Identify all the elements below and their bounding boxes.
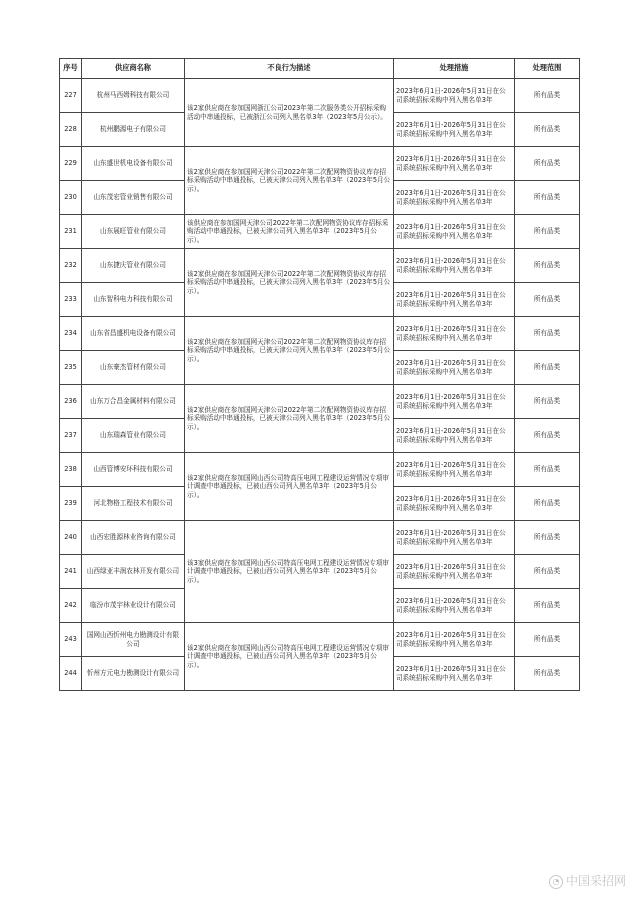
handling-scope: 所有品类 [515,589,580,623]
handling-scope: 所有品类 [515,113,580,147]
misconduct-description: 该2家供应商在参加国网天津公司2022年第二次配网物资协议库存招标采购活动中串通投标，已被天津公司列入黑名单3年（2023年5月公示）。 [185,147,394,215]
wechat-icon: ◔ [549,875,563,889]
misconduct-description: 该2家供应商在参加国网浙江公司2023年第二次服务类公开招标采购活动中串通投标，已被浙江公司列入黑名单3年（2023年5月公示）。 [185,79,394,147]
row-number: 231 [60,215,82,249]
row-number: 242 [60,589,82,623]
table-row [60,623,580,657]
supplier-name: 山东豪杰管材有限公司 [82,351,185,385]
row-number: 244 [60,657,82,691]
supplier-name: 国网山西忻州电力勘测设计有限公司 [82,623,185,657]
supplier-name: 忻州方元电力勘测设计有限公司 [82,657,185,691]
table-row [60,215,580,249]
handling-scope: 所有品类 [515,385,580,419]
header-misconduct-description: 不良行为描述 [185,59,394,79]
misconduct-description: 该供应商在参加国网天津公司2022年第二次配网物资协议库存招标采购活动中串通投标，已被天津公司列入黑名单3年（2023年5月公示）。 [185,215,394,249]
handling-measure: 2023年6月1日-2026年5月31日在公司系统招标采购中列入黑名单3年 [394,351,515,385]
handling-scope: 所有品类 [515,521,580,555]
handling-measure: 2023年6月1日-2026年5月31日在公司系统招标采购中列入黑名单3年 [394,589,515,623]
row-number: 241 [60,555,82,589]
header-no: 序号 [60,59,82,79]
handling-scope: 所有品类 [515,215,580,249]
supplier-name: 山东万合昌金属材料有限公司 [82,385,185,419]
table-row [60,453,580,487]
supplier-name: 山东智科电力科技有限公司 [82,283,185,317]
handling-measure: 2023年6月1日-2026年5月31日在公司系统招标采购中列入黑名单3年 [394,555,515,589]
handling-measure: 2023年6月1日-2026年5月31日在公司系统招标采购中列入黑名单3年 [394,623,515,657]
header-handling-measure: 处理措施 [394,59,515,79]
row-number: 236 [60,385,82,419]
row-number: 232 [60,249,82,283]
misconduct-description: 该2家供应商在参加国网天津公司2022年第二次配网物资协议库存招标采购活动中串通投标，已被天津公司列入黑名单3年（2023年5月公示）。 [185,317,394,385]
handling-scope: 所有品类 [515,657,580,691]
handling-scope: 所有品类 [515,623,580,657]
supplier-name: 杭州鹏源电子有限公司 [82,113,185,147]
row-number: 228 [60,113,82,147]
handling-scope: 所有品类 [515,147,580,181]
row-number: 235 [60,351,82,385]
table-row [60,147,580,181]
handling-scope: 所有品类 [515,79,580,113]
handling-measure: 2023年6月1日-2026年5月31日在公司系统招标采购中列入黑名单3年 [394,181,515,215]
supplier-name: 山东展旺管业有限公司 [82,215,185,249]
supplier-name: 杭州马西姆科技有限公司 [82,79,185,113]
handling-measure: 2023年6月1日-2026年5月31日在公司系统招标采购中列入黑名单3年 [394,147,515,181]
watermark-text: 中国采招网 [565,874,626,888]
watermark [549,872,626,889]
handling-scope: 所有品类 [515,419,580,453]
table-row [60,249,580,283]
handling-measure: 2023年6月1日-2026年5月31日在公司系统招标采购中列入黑名单3年 [394,317,515,351]
row-number: 238 [60,453,82,487]
supplier-blacklist-table [59,58,580,691]
handling-scope: 所有品类 [515,283,580,317]
supplier-name: 山东茂宏管业销售有限公司 [82,181,185,215]
supplier-name: 河北物格工程技术有限公司 [82,487,185,521]
row-number: 243 [60,623,82,657]
table-row [60,317,580,351]
handling-measure: 2023年6月1日-2026年5月31日在公司系统招标采购中列入黑名单3年 [394,657,515,691]
handling-scope: 所有品类 [515,351,580,385]
row-number: 240 [60,521,82,555]
header-handling-scope: 处理范围 [515,59,580,79]
handling-scope: 所有品类 [515,453,580,487]
misconduct-description: 该2家供应商在参加国网天津公司2022年第二次配网物资协议库存招标采购活动中串通投标，已被天津公司列入黑名单3年（2023年5月公示）。 [185,249,394,317]
handling-measure: 2023年6月1日-2026年5月31日在公司系统招标采购中列入黑名单3年 [394,283,515,317]
misconduct-description: 该2家供应商在参加国网山西公司特高压电网工程建设运营情况专项审计调查中串通投标，已被山西公司列入黑名单3年（2023年5月公示）。 [185,623,394,691]
handling-scope: 所有品类 [515,249,580,283]
handling-scope: 所有品类 [515,317,580,351]
table-row [60,79,580,113]
supplier-name: 山东瑞森管业有限公司 [82,419,185,453]
handling-measure: 2023年6月1日-2026年5月31日在公司系统招标采购中列入黑名单3年 [394,385,515,419]
supplier-name: 临汾市茂宇林业设计有限公司 [82,589,185,623]
table-header-row [60,59,580,79]
misconduct-description: 该2家供应商在参加国网天津公司2022年第二次配网物资协议库存招标采购活动中串通投标，已被天津公司列入黑名单3年（2023年5月公示）。 [185,385,394,453]
row-number: 234 [60,317,82,351]
supplier-name: 山东省昌盛机电设备有限公司 [82,317,185,351]
table-row [60,521,580,555]
handling-measure: 2023年6月1日-2026年5月31日在公司系统招标采购中列入黑名单3年 [394,249,515,283]
handling-scope: 所有品类 [515,487,580,521]
handling-measure: 2023年6月1日-2026年5月31日在公司系统招标采购中列入黑名单3年 [394,521,515,555]
row-number: 227 [60,79,82,113]
row-number: 237 [60,419,82,453]
misconduct-description: 该3家供应商在参加国网山西公司特高压电网工程建设运营情况专项审计调查中串通投标，已被山西公司列入黑名单3年（2023年5月公示）。 [185,521,394,623]
row-number: 233 [60,283,82,317]
handling-measure: 2023年6月1日-2026年5月31日在公司系统招标采购中列入黑名单3年 [394,487,515,521]
table-body [60,79,580,691]
table-row [60,385,580,419]
handling-scope: 所有品类 [515,555,580,589]
header-supplier-name: 供应商名称 [82,59,185,79]
supplier-name: 山东捷庆管业有限公司 [82,249,185,283]
supplier-name: 山西管博安环科技有限公司 [82,453,185,487]
handling-scope: 所有品类 [515,181,580,215]
row-number: 230 [60,181,82,215]
supplier-name: 山西绿亚丰润农林开发有限公司 [82,555,185,589]
row-number: 229 [60,147,82,181]
supplier-name: 山西宏胜源林业咨询有限公司 [82,521,185,555]
row-number: 239 [60,487,82,521]
misconduct-description: 该2家供应商在参加国网山西公司特高压电网工程建设运营情况专项审计调查中串通投标，已被山西公司列入黑名单3年（2023年5月公示）。 [185,453,394,521]
handling-measure: 2023年6月1日-2026年5月31日在公司系统招标采购中列入黑名单3年 [394,453,515,487]
supplier-name: 山东盛世机电设备有限公司 [82,147,185,181]
handling-measure: 2023年6月1日-2026年5月31日在公司系统招标采购中列入黑名单3年 [394,113,515,147]
handling-measure: 2023年6月1日-2026年5月31日在公司系统招标采购中列入黑名单3年 [394,79,515,113]
handling-measure: 2023年6月1日-2026年5月31日在公司系统招标采购中列入黑名单3年 [394,419,515,453]
handling-measure: 2023年6月1日-2026年5月31日在公司系统招标采购中列入黑名单3年 [394,215,515,249]
